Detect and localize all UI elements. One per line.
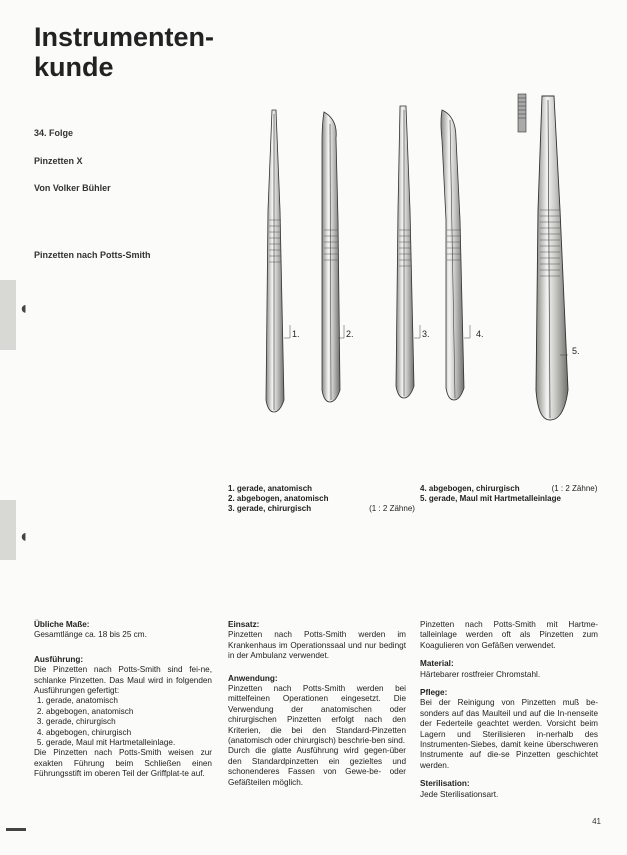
punch-hole-mark: ◖ bbox=[18, 298, 29, 318]
figure-label-2: 2. bbox=[346, 329, 354, 339]
design-text: Die Pinzetten nach Potts-Smith sind fei-ne, schlanke Pinzetten. Das Maul wird in folgenden Ausführungen gefertigt: bbox=[34, 665, 212, 696]
heading-material: Material: bbox=[420, 659, 454, 669]
tip-detail-inset bbox=[518, 94, 526, 132]
author-line: Von Volker Bühler bbox=[34, 183, 111, 193]
design-text-2: Die Pinzetten nach Potts-Smith weisen zur exakten Führung beim Schließen einen Führungsstift im oberen Teil der Griffplat-te auf. bbox=[34, 748, 212, 779]
series-number: 34. Folge bbox=[34, 128, 74, 138]
tweezers-1-straight-anatomical bbox=[266, 110, 284, 412]
caption-item-2: 2. abgebogen, anatomisch bbox=[228, 494, 329, 503]
heading-dimensions: Übliche Maße: bbox=[34, 620, 90, 629]
punch-hole-mark: ◖ bbox=[18, 526, 29, 546]
caption-item-4: 4. abgebogen, chirurgisch bbox=[420, 484, 520, 493]
list-item: 5. gerade, Maul mit Hartmetalleinlage. bbox=[46, 738, 212, 748]
figure-label-5: 5. bbox=[572, 346, 580, 356]
caption-item-3: 3. gerade, chirurgisch bbox=[228, 504, 312, 513]
text-column-2 bbox=[228, 620, 406, 788]
tweezers-2-bent-anatomical bbox=[322, 112, 340, 402]
heading-sterilization: Sterilisation: bbox=[420, 779, 470, 789]
material-text: Härtebarer rostfreier Chromstahl. bbox=[420, 669, 541, 679]
binding-edge bbox=[0, 500, 16, 560]
text-column-3 bbox=[420, 620, 598, 800]
figure-label-4: 4. bbox=[476, 329, 484, 339]
page-number: 41 bbox=[592, 817, 601, 826]
caption-note-4: (1 : 2 Zähne) bbox=[551, 484, 598, 493]
dimensions-text: Gesamtlänge ca. 18 bis 25 cm. bbox=[34, 630, 147, 640]
tweezers-3-straight-surgical bbox=[396, 106, 414, 398]
heading-care: Pflege: bbox=[420, 688, 448, 698]
tweezers-4-bent-surgical bbox=[441, 110, 464, 400]
heading-design: Ausführung: bbox=[34, 654, 84, 664]
heading-use: Einsatz: bbox=[228, 620, 260, 629]
application-text-2: Durch die glatte Ausführung wird gegen-über den Standardpinzetten ein gezieltes und schonenderes Fassen von Gewe-be- oder Gefäßteilen möglich. bbox=[228, 746, 406, 787]
title-line-2: kunde bbox=[34, 52, 114, 82]
caption-right bbox=[420, 484, 597, 504]
caption-note-3: (1 : 2 Zähne) bbox=[369, 504, 415, 513]
article-title bbox=[34, 22, 214, 82]
bottom-rule bbox=[6, 828, 26, 831]
list-item: 1. gerade, anatomisch bbox=[46, 696, 212, 706]
caption-left bbox=[228, 484, 415, 514]
binding-edge bbox=[0, 280, 16, 350]
list-item: 4. abgebogen, chirurgisch bbox=[46, 728, 212, 738]
coagulation-text: Pinzetten nach Potts-Smith mit Hartme-talleinlage werden oft als Pinzetten zum Koagulieren von Gefäßen verwendet. bbox=[420, 620, 598, 650]
title-line-1: Instrumenten- bbox=[34, 22, 215, 52]
caption-item-5: 5. gerade, Maul mit Hartmetalleinlage bbox=[420, 494, 561, 503]
article-subtitle: Pinzetten X bbox=[34, 156, 83, 166]
application-text: Pinzetten nach Potts-Smith werden bei mittelfeinen Operationen eingesetzt. Die Verwendung der anatomischen oder chirurgischen Pinzetten erfolgt nach den Kriterien, die bei den Standard-Pinzetten (anatomisch oder chirurgisch) beschrie-ben sind. bbox=[228, 684, 406, 746]
design-list bbox=[34, 696, 212, 748]
list-item: 2. abgebogen, anatomisch bbox=[46, 707, 212, 717]
figure-label-3: 3. bbox=[422, 329, 430, 339]
figure-label-1: 1. bbox=[292, 329, 300, 339]
text-column-1 bbox=[34, 620, 212, 780]
use-text: Pinzetten nach Potts-Smith werden im Krankenhaus im Operationssaal und nur bedingt in der Ambulanz verwendet. bbox=[228, 630, 406, 661]
caption-item-1: 1. gerade, anatomisch bbox=[228, 484, 313, 493]
heading-application: Anwendung: bbox=[228, 673, 278, 683]
sterilization-text: Jede Sterilisationsart. bbox=[420, 789, 499, 799]
section-heading: Pinzetten nach Potts-Smith bbox=[34, 250, 151, 260]
tweezers-5-carbide-insert bbox=[518, 94, 568, 420]
tweezers-illustration bbox=[250, 90, 610, 430]
list-item: 3. gerade, chirurgisch bbox=[46, 717, 212, 727]
care-text: Bei der Reinigung von Pinzetten muß be-sonders auf das Maulteil und auf die In-nenseite der Federteile geachtet werden. Vorsicht beim Lagern und Sterilisieren in-nerhalb des Instrumenten-Siebes, damit keine überschweren Instrumente auf die-se Pinzetten geschichtet werden. bbox=[420, 698, 598, 770]
